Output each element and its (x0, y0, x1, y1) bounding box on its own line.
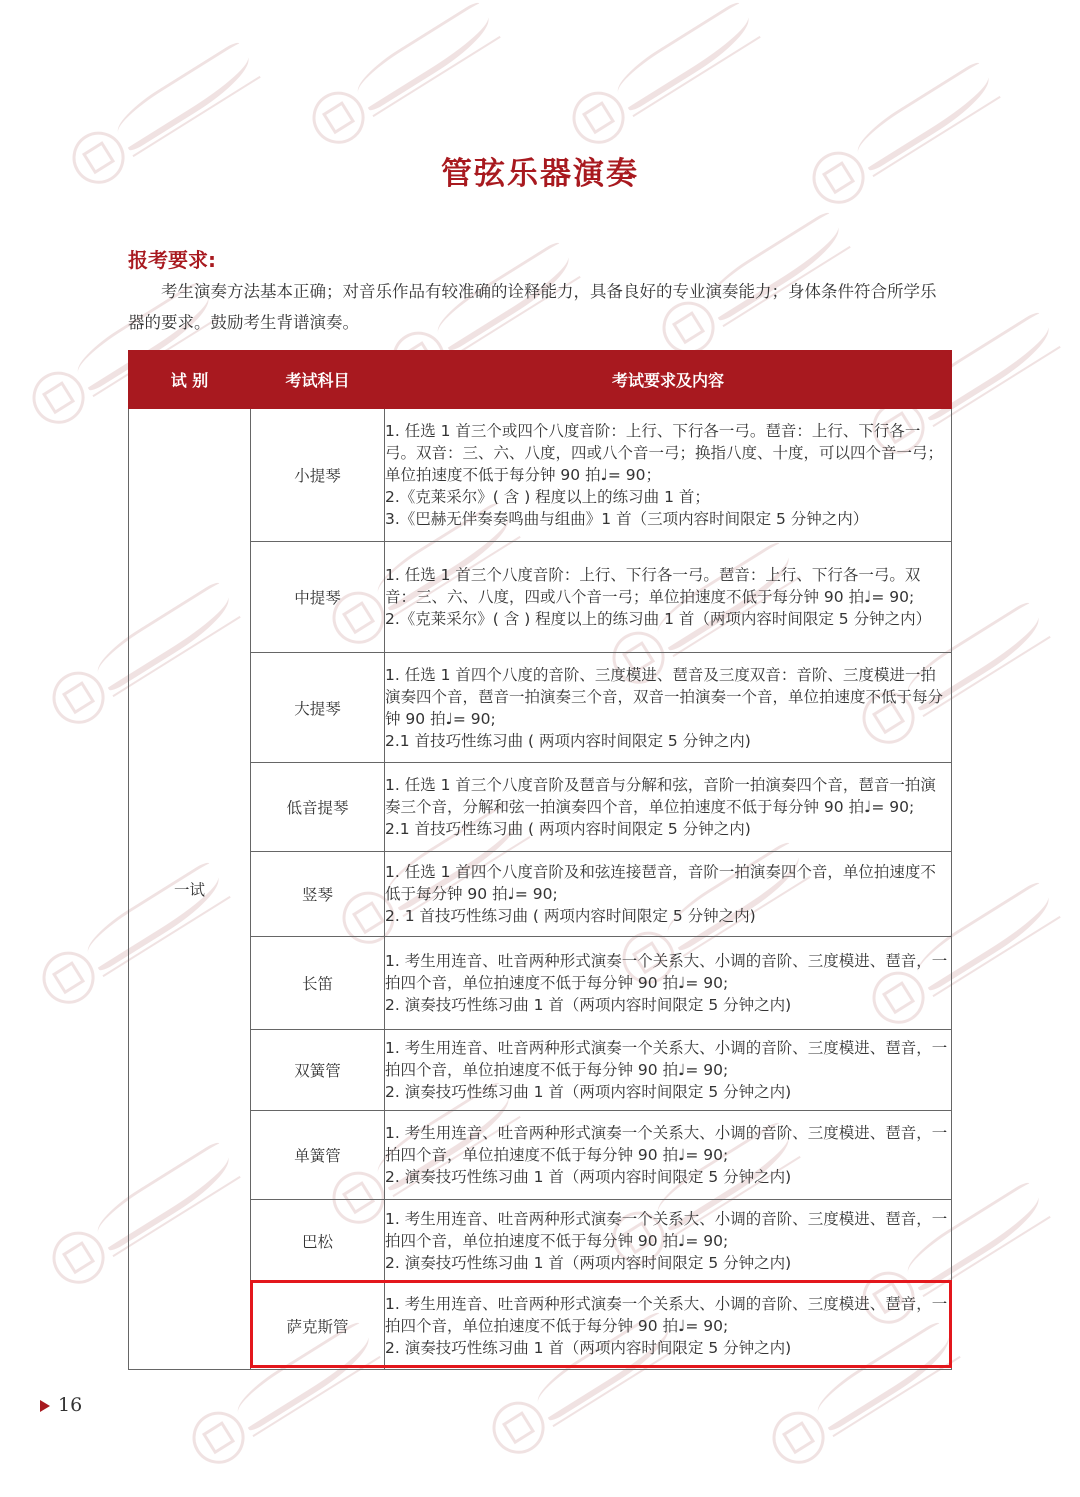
requirement-line: 2. 演奏技巧性练习曲 1 首（两项内容时间限定 5 分钟之内) (385, 1254, 792, 1272)
instrument-cell: 巴松 (251, 1200, 385, 1283)
requirements-table (128, 350, 952, 1370)
requirement-line: 1. 任选 1 首三个八度音阶：上行、下行各一弓。琶音：上行、下行各一弓。双音：三、六、八度，四或八个音一弓；单位拍速度不低于每分钟 90 拍♩= 90; (385, 566, 921, 606)
requirement-cell (385, 653, 952, 763)
requirement-line: 1. 考生用连音、吐音两种形式演奏一个关系大、小调的音阶、三度模进、琶音，一拍四个音，单位拍速度不低于每分钟 90 拍♩= 90; (385, 952, 948, 992)
instrument-cell: 萨克斯管 (251, 1283, 385, 1370)
requirement-line: 1. 考生用连音、吐音两种形式演奏一个关系大、小调的音阶、三度模进、琶音，一拍四个音，单位拍速度不低于每分钟 90 拍♩= 90; (385, 1039, 948, 1079)
table-row (129, 763, 952, 852)
requirement-line: 2.《克莱采尔》( 含 ) 程度以上的练习曲 1 首（两项内容时间限定 5 分钟之内） (385, 610, 932, 628)
table-body (129, 409, 952, 1370)
requirement-cell (385, 1111, 952, 1200)
requirement-line: 2. 演奏技巧性练习曲 1 首（两项内容时间限定 5 分钟之内) (385, 1339, 792, 1357)
requirement-line: 1. 任选 1 首三个八度音阶及琶音与分解和弦，音阶一拍演奏四个音，琶音一拍演奏三个音，分解和弦一拍演奏四个音，单位拍速度不低于每分钟 90 拍♩= 90; (385, 776, 936, 816)
requirement-line: 3.《巴赫无伴奏奏鸣曲与组曲》1 首（三项内容时间限定 5 分钟之内） (385, 510, 869, 528)
page-arrow-icon (40, 1400, 50, 1412)
requirement-line: 2.1 首技巧性练习曲 ( 两项内容时间限定 5 分钟之内) (385, 731, 751, 750)
table-header-row (129, 351, 952, 409)
intro-paragraph: 考生演奏方法基本正确；对音乐作品有较准确的诠释能力，具备良好的专业演奏能力；身体条件符合所学乐器的要求。鼓励考生背谱演奏。 (128, 282, 937, 332)
requirement-line: 2. 1 首技巧性练习曲 ( 两项内容时间限定 5 分钟之内) (385, 907, 756, 925)
requirement-line: 2. 演奏技巧性练习曲 1 首（两项内容时间限定 5 分钟之内) (385, 1168, 792, 1186)
instrument-cell: 竖琴 (251, 852, 385, 937)
instrument-cell: 小提琴 (251, 409, 385, 542)
requirement-line: 1. 考生用连音、吐音两种形式演奏一个关系大、小调的音阶、三度模进、琶音，一拍四个音，单位拍速度不低于每分钟 90 拍♩= 90; (385, 1295, 948, 1335)
table-row (129, 1200, 952, 1283)
header-round: 试 别 (129, 351, 251, 409)
requirement-line: 2.1 首技巧性练习曲 ( 两项内容时间限定 5 分钟之内) (385, 820, 751, 838)
requirement-line: 1. 考生用连音、吐音两种形式演奏一个关系大、小调的音阶、三度模进、琶音，一拍四个音，单位拍速度不低于每分钟 90 拍♩= 90; (385, 1124, 948, 1164)
table-row (129, 1030, 952, 1111)
page-title: 管弦乐器演奏 (441, 156, 639, 192)
requirement-cell (385, 937, 952, 1030)
page-number: 16 (58, 1394, 83, 1416)
table-row (129, 653, 952, 763)
requirement-line: 1. 任选 1 首四个八度的音阶、三度模进、琶音及三度双音：音阶、三度模进一拍演奏四个音，琶音一拍演奏三个音，双音一拍演奏一个音，单位拍速度不低于每分钟 90 拍♩= 90; (385, 665, 944, 728)
requirement-cell (385, 1200, 952, 1283)
requirement-cell (385, 409, 952, 542)
requirement-cell (385, 763, 952, 852)
table-row (129, 937, 952, 1030)
instrument-cell: 双簧管 (251, 1030, 385, 1111)
requirement-line: 2. 演奏技巧性练习曲 1 首（两项内容时间限定 5 分钟之内) (385, 996, 792, 1014)
instrument-cell: 大提琴 (251, 653, 385, 763)
requirement-cell (385, 852, 952, 937)
highlight-box (250, 1280, 952, 1368)
instrument-cell: 长笛 (251, 937, 385, 1030)
table-row (129, 409, 952, 542)
section-heading: 报考要求: (128, 248, 216, 272)
requirement-cell (385, 1030, 952, 1111)
requirement-line: 2.《克莱采尔》( 含 ) 程度以上的练习曲 1 首； (385, 488, 710, 506)
table-row (129, 852, 952, 937)
requirement-line: 2. 演奏技巧性练习曲 1 首（两项内容时间限定 5 分钟之内) (385, 1083, 792, 1101)
requirement-cell (385, 542, 952, 653)
table-row (129, 1111, 952, 1200)
header-subject: 考试科目 (251, 351, 385, 409)
instrument-cell: 中提琴 (251, 542, 385, 653)
round-cell: 一试 (129, 409, 251, 1370)
table-row (129, 542, 952, 653)
instrument-cell: 低音提琴 (251, 763, 385, 852)
requirement-line: 1. 任选 1 首三个或四个八度音阶：上行、下行各一弓。琶音：上行、下行各一弓。双音：三、六、八度，四或八个音一弓；换指八度、十度，可以四个音一弓；单位拍速度不低于每分钟 90 拍♩= 90； (385, 422, 944, 484)
instrument-cell: 单簧管 (251, 1111, 385, 1200)
requirement-line: 1. 考生用连音、吐音两种形式演奏一个关系大、小调的音阶、三度模进、琶音，一拍四个音，单位拍速度不低于每分钟 90 拍♩= 90; (385, 1210, 948, 1250)
requirement-line: 1. 任选 1 首四个八度音阶及和弦连接琶音，音阶一拍演奏四个音，单位拍速度不低于每分钟 90 拍♩= 90; (385, 863, 936, 903)
header-content: 考试要求及内容 (385, 351, 952, 409)
